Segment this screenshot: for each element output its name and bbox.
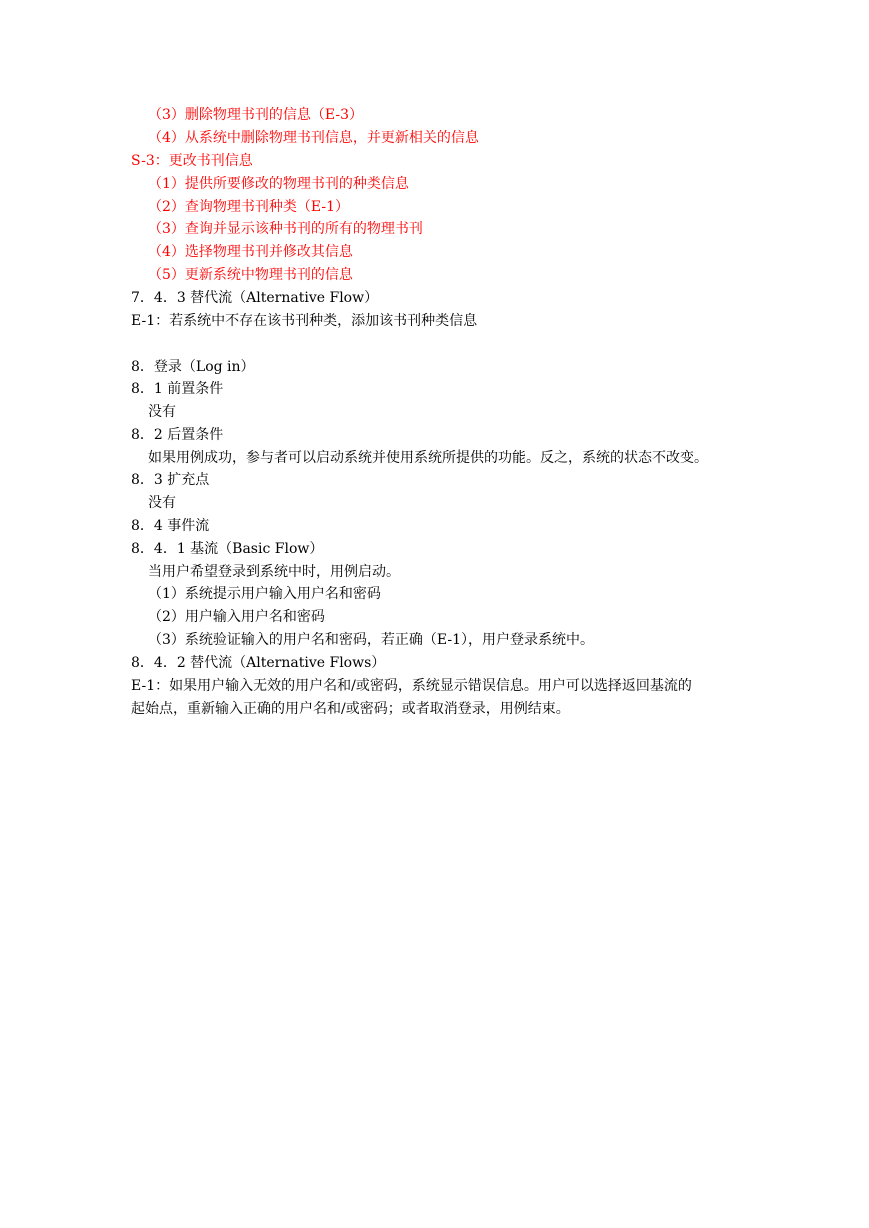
s3-heading: S-3：更改书刊信息 xyxy=(131,153,253,169)
precondition-text: 没有 xyxy=(148,404,176,420)
basic-flow-intro: 当用户希望登录到系统中时，用例启动。 xyxy=(148,564,400,580)
s3-step-5: （5）更新系统中物理书刊的信息 xyxy=(148,267,353,283)
basic-flow-step-3: （3）系统验证输入的用户名和密码，若正确（E-1），用户登录系统中。 xyxy=(148,632,595,648)
section-8-4-1-heading: 8．4．1 基流（Basic Flow） xyxy=(131,541,324,557)
alt-flow-e1-line-2: 起始点，重新输入正确的用户名和/或密码；或者取消登录，用例结束。 xyxy=(131,701,570,717)
s3-step-4: （4）选择物理书刊并修改其信息 xyxy=(148,244,353,260)
section-8-1-heading: 8．1 前置条件 xyxy=(131,381,224,397)
s3-step-3: （3）查询并显示该种书刊的所有的物理书刊 xyxy=(148,221,423,237)
section-8-title: 8．登录（Log in） xyxy=(131,359,255,375)
basic-flow-step-2: （2）用户输入用户名和密码 xyxy=(148,609,325,625)
section-8-2-heading: 8．2 后置条件 xyxy=(131,427,224,443)
section-8-4-heading: 8．4 事件流 xyxy=(131,518,210,534)
section-7-alt-e1: E-1：若系统中不存在该书刊种类，添加该书刊种类信息 xyxy=(131,313,478,329)
postcondition-text: 如果用例成功，参与者可以启动系统并使用系统所提供的功能。反之，系统的状态不改变。 xyxy=(148,450,708,466)
s3-step-2: （2）查询物理书刊种类（E-1） xyxy=(148,199,350,215)
s3-step-1: （1）提供所要修改的物理书刊的种类信息 xyxy=(148,176,409,192)
extension-point-text: 没有 xyxy=(148,495,176,511)
section-7-4-3-heading: 7．4．3 替代流（Alternative Flow） xyxy=(131,290,379,306)
step-delete-info: （3）删除物理书刊的信息（E-3） xyxy=(148,107,364,123)
step-delete-from-system: （4）从系统中删除物理书刊信息，并更新相关的信息 xyxy=(148,130,479,146)
section-8-3-heading: 8．3 扩充点 xyxy=(131,472,210,488)
alt-flow-e1-line-1: E-1：如果用户输入无效的用户名和/或密码，系统显示错误信息。用户可以选择返回基流的 xyxy=(131,678,692,694)
basic-flow-step-1: （1）系统提示用户输入用户名和密码 xyxy=(148,586,381,602)
section-8-4-2-heading: 8．4．2 替代流（Alternative Flows） xyxy=(131,655,386,671)
